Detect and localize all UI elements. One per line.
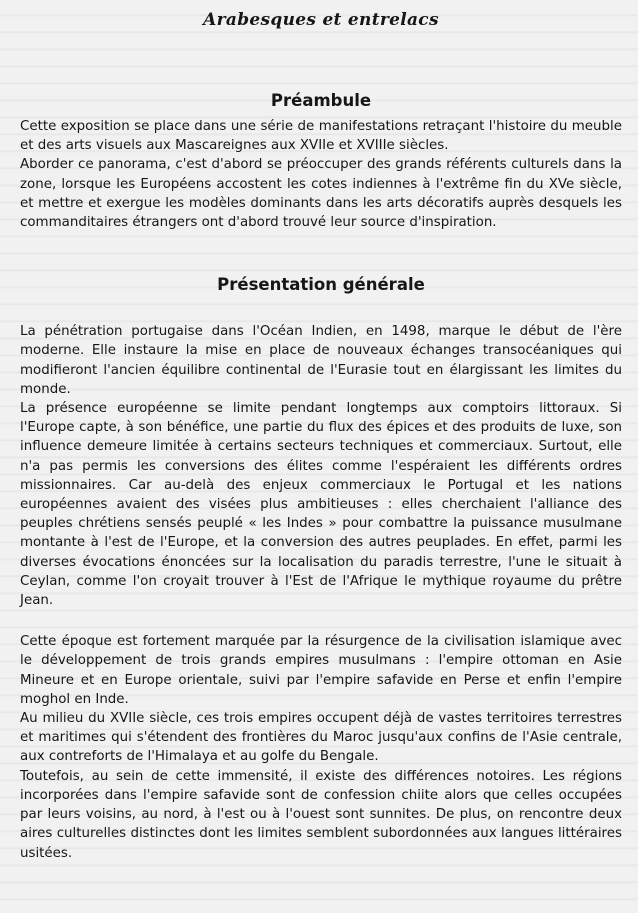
preambule-section (20, 117, 622, 232)
presentation-paragraph-2: La présence européenne se limite pendant longtemps aux comptoirs littoraux. Si l'Europe capte, à son bénéfice, une partie du flux des épices et des produits de luxe, son influence demeure limitée à certains secteurs techniques et commerciaux. Surtout, elle n'a pas permis les conversions des élites comme l'espéraient les différents ordres missionnaires. Car au-delà des enjeux commerciaux le Portugal et les nations européennes avaient des visées plus ambitieuses : elles cherchaient l'alliance des peuples chrétiens sensés peuplé « les Indes » pour combattre la puissance musulmane montante à l'est de l'Europe, et la conversion des autres peuplades. En effet, parmi les diverses évocations énoncées sur la localisation du paradis terrestre, l'une le situait à Ceylan, comme l'on croyait trouver à l'Est de l'Afrique le mythique royaume du prêtre Jean. (20, 401, 622, 609)
preambule-paragraph-1: Cette exposition se place dans une série de manifestations retraçant l'histoire du meuble et des arts visuels aux Mascareignes aux XVIIe et XVIIIe siècles. (20, 119, 622, 154)
presentation-paragraph-5: Toutefois, au sein de cette immensité, il existe des différences notoires. Les régions incorporées dans l'empire safavide sont de confession chiite alors que celles occupées par leurs voisins, au nord, à l'est ou à l'ouest sont sunnites. De plus, on rencontre deux aires culturelles distinctes dont les limites semblent subordonnées aux langues littéraires usitées. (20, 768, 622, 861)
preambule-heading: Préambule (270, 91, 372, 110)
document-title: Arabesques et entrelacs (203, 10, 439, 30)
preambule-paragraph-2: Aborder ce panorama, c'est d'abord se préoccuper des grands référents culturels dans la zone, lorsque les Européens accostent les cotes indiennes à l'extrême fin du XVe siècle, et mettre et exergue les modèles dominants dans les arts décoratifs auprès desquels les commanditaires étrangers ont d'abord trouvé leur source d'inspiration. (20, 157, 622, 231)
presentation-section-1 (20, 322, 622, 610)
presentation-heading: Présentation générale (217, 275, 425, 295)
presentation-paragraph-4: Au milieu du XVIIe siècle, ces trois empires occupent déjà de vastes territoires terrestres et maritimes qui s'étendent des frontières du Maroc jusqu'aux confins de l'Asie centrale, aux contreforts de l'Himalaya et au golfe du Bengale. (20, 711, 622, 765)
presentation-section-2 (20, 632, 622, 862)
presentation-paragraph-3: Cette époque est fortement marquée par la résurgence de la civilisation islamique avec le développement de trois grands empires musulmans : l'empire ottoman en Asie Mineure et en Europe orientale, suivi par l'empire safavide en Perse et enfin l'empire moghol en Inde. (20, 634, 622, 707)
document-page (20, 8, 622, 863)
presentation-paragraph-1: La pénétration portugaise dans l'Océan Indien, en 1498, marque le début de l'ère moderne. Elle instaure la mise en place de nouveaux échanges transocéaniques qui modifieront l'ancien équilibre continental de l'Eurasie tout en élargissant les limites du monde. (20, 324, 622, 397)
